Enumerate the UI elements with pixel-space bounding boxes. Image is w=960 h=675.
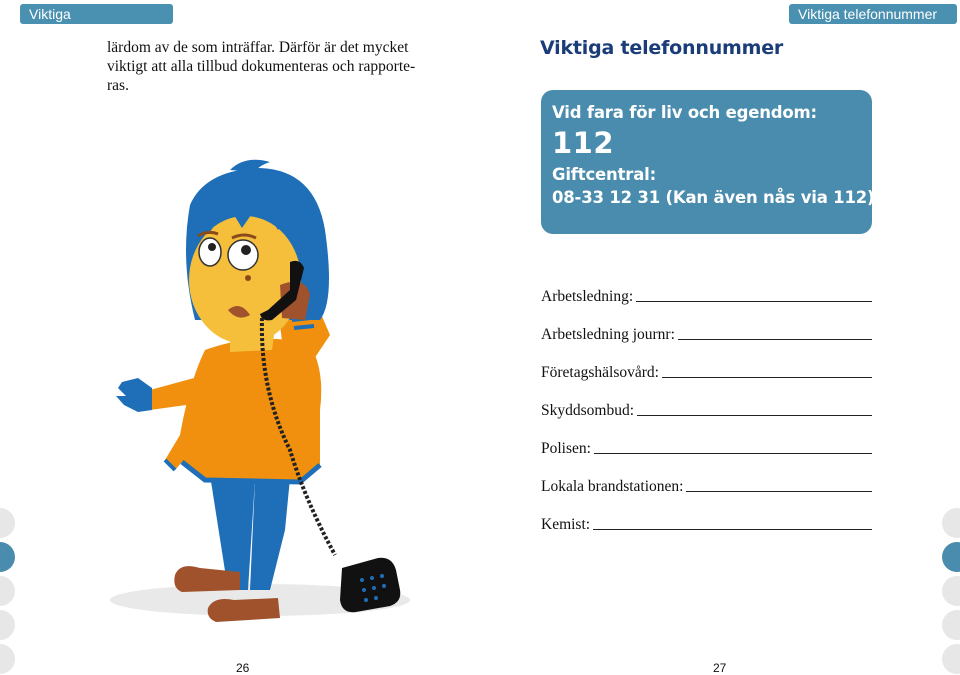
side-tab-right-1[interactable] (942, 508, 960, 538)
contact-label: Lokala brandstationen: (541, 478, 684, 495)
contact-label: Polisen: (541, 440, 591, 457)
text-line-2: viktigt att alla tillbud dokumenteras och rapporte- (107, 58, 416, 75)
contact-fields (541, 268, 872, 534)
side-tab-left-2[interactable] (0, 542, 15, 572)
contact-row-foretagshalsovard (541, 344, 872, 382)
person-on-phone-illustration (110, 150, 440, 640)
poison-center-number: 08-33 12 31 (Kan även nås via 112) (552, 188, 875, 207)
side-tab-left-4[interactable] (0, 610, 15, 640)
side-tab-right-2[interactable] (942, 542, 960, 572)
contact-label: Arbetsledning journr: (541, 326, 675, 343)
contact-row-skyddsombud (541, 382, 872, 420)
contact-row-kemist (541, 496, 872, 534)
fill-in-line (593, 529, 872, 530)
side-tab-left-3[interactable] (0, 576, 15, 606)
text-line-1: lärdom av de som inträffar. Därför är det mycket (107, 39, 409, 56)
telephone-icon (340, 558, 400, 613)
side-tab-left-1[interactable] (0, 508, 15, 538)
side-tab-right-4[interactable] (942, 610, 960, 640)
fill-in-line (594, 453, 872, 454)
fill-in-line (636, 301, 872, 302)
side-tab-right-3[interactable] (942, 576, 960, 606)
page-title: Viktiga telefonnummer (540, 37, 784, 59)
contact-label: Kemist: (541, 516, 591, 533)
fill-in-line (662, 377, 872, 378)
contact-row-arbetsledning-journr (541, 306, 872, 344)
contact-label: Företagshälsovård: (541, 364, 659, 381)
contact-row-polisen (541, 420, 872, 458)
page-number-left: 26 (236, 661, 250, 675)
contact-label: Arbetsledning: (541, 288, 634, 305)
side-tab-left-5[interactable] (0, 644, 15, 674)
fill-in-line (637, 415, 872, 416)
emergency-numbers-box (541, 90, 875, 234)
left-body-text (107, 38, 427, 95)
contact-row-arbetsledning (541, 268, 872, 306)
poison-center-label: Giftcentral: (552, 165, 656, 184)
side-tab-right-5[interactable] (942, 644, 960, 674)
text-line-3: ras. (107, 77, 129, 94)
contact-label: Skyddsombud: (541, 402, 635, 419)
page-number-right: 27 (713, 661, 727, 675)
header-tab-left: Viktiga telefonnummer (20, 4, 173, 24)
contact-row-brandstation (541, 458, 872, 496)
emergency-number: 112 (552, 126, 615, 160)
header-tab-right: Viktiga telefonnummer (789, 4, 957, 24)
fill-in-line (678, 339, 872, 340)
fill-in-line (686, 491, 872, 492)
emergency-label: Vid fara för liv och egendom: (552, 103, 817, 122)
